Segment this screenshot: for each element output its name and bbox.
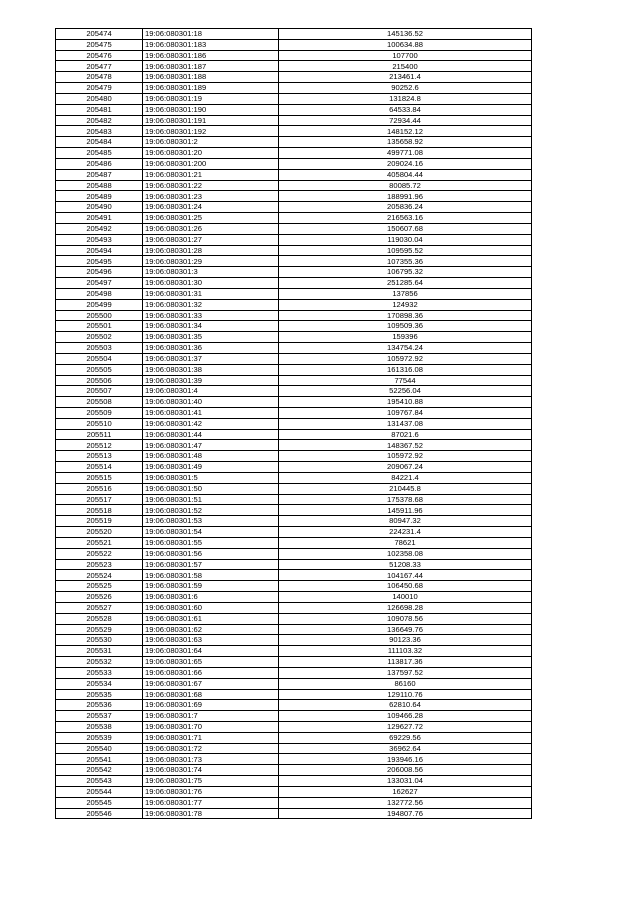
table-row	[56, 386, 532, 397]
value-cell: 206008.56	[279, 765, 532, 776]
cadastral-number-cell: 19:06:080301:190	[143, 104, 279, 115]
row-id-cell: 205501	[56, 321, 143, 332]
cadastral-number-cell: 19:06:080301:23	[143, 191, 279, 202]
cadastral-number-cell: 19:06:080301:25	[143, 213, 279, 224]
cadastral-number-cell: 19:06:080301:200	[143, 158, 279, 169]
cadastral-number-cell: 19:06:080301:183	[143, 39, 279, 50]
value-cell: 113817.36	[279, 657, 532, 668]
row-id-cell: 205541	[56, 754, 143, 765]
cadastral-number-cell: 19:06:080301:7	[143, 711, 279, 722]
value-cell: 145136.52	[279, 29, 532, 40]
value-cell: 188991.96	[279, 191, 532, 202]
cadastral-number-cell: 19:06:080301:34	[143, 321, 279, 332]
row-id-cell: 205487	[56, 169, 143, 180]
value-cell: 109595.52	[279, 245, 532, 256]
value-cell: 90252.6	[279, 83, 532, 94]
table-row	[56, 472, 532, 483]
cadastral-number-cell: 19:06:080301:67	[143, 678, 279, 689]
table-row	[56, 797, 532, 808]
cadastral-number-cell: 19:06:080301:77	[143, 797, 279, 808]
row-id-cell: 205525	[56, 581, 143, 592]
table-row	[56, 559, 532, 570]
row-id-cell: 205533	[56, 667, 143, 678]
row-id-cell: 205479	[56, 83, 143, 94]
value-cell: 140010	[279, 592, 532, 603]
row-id-cell: 205474	[56, 29, 143, 40]
table-row	[56, 429, 532, 440]
row-id-cell: 205500	[56, 310, 143, 321]
value-cell: 72934.44	[279, 115, 532, 126]
table-row	[56, 245, 532, 256]
cadastral-number-cell: 19:06:080301:51	[143, 494, 279, 505]
value-cell: 36962.64	[279, 743, 532, 754]
table-row	[56, 732, 532, 743]
cadastral-number-cell: 19:06:080301:187	[143, 61, 279, 72]
cadastral-number-cell: 19:06:080301:189	[143, 83, 279, 94]
row-id-cell: 205534	[56, 678, 143, 689]
table-row	[56, 104, 532, 115]
cadastral-number-cell: 19:06:080301:59	[143, 581, 279, 592]
value-cell: 105972.92	[279, 451, 532, 462]
row-id-cell: 205512	[56, 440, 143, 451]
row-id-cell: 205502	[56, 332, 143, 343]
cadastral-number-cell: 19:06:080301:28	[143, 245, 279, 256]
value-cell: 80947.32	[279, 516, 532, 527]
value-cell: 78621	[279, 537, 532, 548]
value-cell: 84221.4	[279, 472, 532, 483]
table-row	[56, 527, 532, 538]
cadastral-number-cell: 19:06:080301:35	[143, 332, 279, 343]
row-id-cell: 205521	[56, 537, 143, 548]
table-row	[56, 722, 532, 733]
cadastral-number-cell: 19:06:080301:69	[143, 700, 279, 711]
cadastral-number-cell: 19:06:080301:33	[143, 310, 279, 321]
table-row	[56, 581, 532, 592]
cadastral-number-cell: 19:06:080301:60	[143, 602, 279, 613]
value-cell: 159396	[279, 332, 532, 343]
cadastral-number-cell: 19:06:080301:26	[143, 223, 279, 234]
table-row	[56, 332, 532, 343]
cadastral-number-cell: 19:06:080301:52	[143, 505, 279, 516]
cadastral-number-cell: 19:06:080301:40	[143, 397, 279, 408]
table-row	[56, 505, 532, 516]
row-id-cell: 205504	[56, 353, 143, 364]
row-id-cell: 205531	[56, 646, 143, 657]
value-cell: 87021.6	[279, 429, 532, 440]
row-id-cell: 205524	[56, 570, 143, 581]
value-cell: 162627	[279, 786, 532, 797]
cadastral-number-cell: 19:06:080301:61	[143, 613, 279, 624]
value-cell: 148152.12	[279, 126, 532, 137]
cadastral-number-cell: 19:06:080301:48	[143, 451, 279, 462]
row-id-cell: 205486	[56, 158, 143, 169]
data-table-body	[56, 29, 532, 819]
cadastral-number-cell: 19:06:080301:2	[143, 137, 279, 148]
cadastral-number-cell: 19:06:080301:31	[143, 288, 279, 299]
cadastral-number-cell: 19:06:080301:42	[143, 418, 279, 429]
row-id-cell: 205530	[56, 635, 143, 646]
value-cell: 145911.96	[279, 505, 532, 516]
table-row	[56, 657, 532, 668]
row-id-cell: 205544	[56, 786, 143, 797]
row-id-cell: 205481	[56, 104, 143, 115]
table-row	[56, 786, 532, 797]
cadastral-number-cell: 19:06:080301:186	[143, 50, 279, 61]
table-row	[56, 711, 532, 722]
value-cell: 132772.56	[279, 797, 532, 808]
cadastral-number-cell: 19:06:080301:39	[143, 375, 279, 386]
row-id-cell: 205475	[56, 39, 143, 50]
row-id-cell: 205497	[56, 278, 143, 289]
value-cell: 216563.16	[279, 213, 532, 224]
row-id-cell: 205492	[56, 223, 143, 234]
value-cell: 209024.16	[279, 158, 532, 169]
value-cell: 175378.68	[279, 494, 532, 505]
value-cell: 134754.24	[279, 343, 532, 354]
row-id-cell: 205532	[56, 657, 143, 668]
value-cell: 195410.88	[279, 397, 532, 408]
value-cell: 90123.36	[279, 635, 532, 646]
cadastral-number-cell: 19:06:080301:78	[143, 808, 279, 819]
cadastral-number-cell: 19:06:080301:54	[143, 527, 279, 538]
cadastral-number-cell: 19:06:080301:49	[143, 462, 279, 473]
value-cell: 161316.08	[279, 364, 532, 375]
table-row	[56, 397, 532, 408]
cadastral-number-cell: 19:06:080301:191	[143, 115, 279, 126]
cadastral-number-cell: 19:06:080301:57	[143, 559, 279, 570]
table-row	[56, 191, 532, 202]
table-row	[56, 169, 532, 180]
value-cell: 133031.04	[279, 776, 532, 787]
cadastral-number-cell: 19:06:080301:76	[143, 786, 279, 797]
row-id-cell: 205516	[56, 483, 143, 494]
value-cell: 52256.04	[279, 386, 532, 397]
value-cell: 136649.76	[279, 624, 532, 635]
value-cell: 499771.08	[279, 148, 532, 159]
table-row	[56, 256, 532, 267]
cadastral-number-cell: 19:06:080301:19	[143, 93, 279, 104]
row-id-cell: 205489	[56, 191, 143, 202]
value-cell: 109078.56	[279, 613, 532, 624]
row-id-cell: 205485	[56, 148, 143, 159]
row-id-cell: 205536	[56, 700, 143, 711]
row-id-cell: 205527	[56, 602, 143, 613]
value-cell: 106450.68	[279, 581, 532, 592]
table-row	[56, 234, 532, 245]
table-row	[56, 126, 532, 137]
table-row	[56, 39, 532, 50]
row-id-cell: 205513	[56, 451, 143, 462]
row-id-cell: 205514	[56, 462, 143, 473]
value-cell: 107700	[279, 50, 532, 61]
row-id-cell: 205515	[56, 472, 143, 483]
table-row	[56, 537, 532, 548]
value-cell: 102358.08	[279, 548, 532, 559]
cadastral-number-cell: 19:06:080301:192	[143, 126, 279, 137]
table-row	[56, 548, 532, 559]
row-id-cell: 205490	[56, 202, 143, 213]
row-id-cell: 205482	[56, 115, 143, 126]
cadastral-number-cell: 19:06:080301:41	[143, 407, 279, 418]
row-id-cell: 205494	[56, 245, 143, 256]
cadastral-number-cell: 19:06:080301:29	[143, 256, 279, 267]
row-id-cell: 205476	[56, 50, 143, 61]
row-id-cell: 205509	[56, 407, 143, 418]
value-cell: 80085.72	[279, 180, 532, 191]
row-id-cell: 205508	[56, 397, 143, 408]
cadastral-number-cell: 19:06:080301:65	[143, 657, 279, 668]
table-row	[56, 83, 532, 94]
value-cell: 148367.52	[279, 440, 532, 451]
table-row	[56, 202, 532, 213]
value-cell: 107355.36	[279, 256, 532, 267]
cadastral-number-cell: 19:06:080301:30	[143, 278, 279, 289]
value-cell: 194807.76	[279, 808, 532, 819]
table-row	[56, 592, 532, 603]
value-cell: 109767.84	[279, 407, 532, 418]
cadastral-number-cell: 19:06:080301:27	[143, 234, 279, 245]
table-row	[56, 213, 532, 224]
cadastral-number-cell: 19:06:080301:72	[143, 743, 279, 754]
value-cell: 135658.92	[279, 137, 532, 148]
row-id-cell: 205491	[56, 213, 143, 224]
row-id-cell: 205510	[56, 418, 143, 429]
table-row	[56, 667, 532, 678]
row-id-cell: 205499	[56, 299, 143, 310]
row-id-cell: 205520	[56, 527, 143, 538]
value-cell: 126698.28	[279, 602, 532, 613]
value-cell: 405804.44	[279, 169, 532, 180]
row-id-cell: 205543	[56, 776, 143, 787]
table-row	[56, 765, 532, 776]
table-row	[56, 700, 532, 711]
table-row	[56, 310, 532, 321]
cadastral-number-cell: 19:06:080301:37	[143, 353, 279, 364]
cadastral-number-cell: 19:06:080301:6	[143, 592, 279, 603]
value-cell: 137856	[279, 288, 532, 299]
value-cell: 131437.08	[279, 418, 532, 429]
cadastral-number-cell: 19:06:080301:21	[143, 169, 279, 180]
cadastral-number-cell: 19:06:080301:73	[143, 754, 279, 765]
cadastral-number-cell: 19:06:080301:50	[143, 483, 279, 494]
value-cell: 111103.32	[279, 646, 532, 657]
table-row	[56, 516, 532, 527]
cadastral-number-cell: 19:06:080301:24	[143, 202, 279, 213]
row-id-cell: 205496	[56, 267, 143, 278]
cadastral-number-cell: 19:06:080301:64	[143, 646, 279, 657]
row-id-cell: 205540	[56, 743, 143, 754]
table-row	[56, 570, 532, 581]
table-row	[56, 808, 532, 819]
table-row	[56, 689, 532, 700]
table-row	[56, 776, 532, 787]
row-id-cell: 205503	[56, 343, 143, 354]
value-cell: 69229.56	[279, 732, 532, 743]
row-id-cell: 205546	[56, 808, 143, 819]
table-row	[56, 451, 532, 462]
row-id-cell: 205493	[56, 234, 143, 245]
row-id-cell: 205522	[56, 548, 143, 559]
table-row	[56, 148, 532, 159]
row-id-cell: 205478	[56, 72, 143, 83]
value-cell: 150607.68	[279, 223, 532, 234]
table-row	[56, 494, 532, 505]
row-id-cell: 205519	[56, 516, 143, 527]
row-id-cell: 205528	[56, 613, 143, 624]
cadastral-number-cell: 19:06:080301:3	[143, 267, 279, 278]
value-cell: 109466.28	[279, 711, 532, 722]
table-row	[56, 321, 532, 332]
table-row	[56, 343, 532, 354]
cadastral-number-cell: 19:06:080301:188	[143, 72, 279, 83]
row-id-cell: 205545	[56, 797, 143, 808]
value-cell: 209067.24	[279, 462, 532, 473]
table-row	[56, 158, 532, 169]
value-cell: 124932	[279, 299, 532, 310]
table-row	[56, 288, 532, 299]
table-row	[56, 462, 532, 473]
table-row	[56, 646, 532, 657]
cadastral-number-cell: 19:06:080301:63	[143, 635, 279, 646]
table-row	[56, 678, 532, 689]
cadastral-number-cell: 19:06:080301:74	[143, 765, 279, 776]
table-row	[56, 483, 532, 494]
value-cell: 51208.33	[279, 559, 532, 570]
value-cell: 137597.52	[279, 667, 532, 678]
row-id-cell: 205537	[56, 711, 143, 722]
row-id-cell: 205529	[56, 624, 143, 635]
table-row	[56, 180, 532, 191]
row-id-cell: 205526	[56, 592, 143, 603]
table-row	[56, 613, 532, 624]
value-cell: 224231.4	[279, 527, 532, 538]
row-id-cell: 205511	[56, 429, 143, 440]
row-id-cell: 205480	[56, 93, 143, 104]
value-cell: 193946.16	[279, 754, 532, 765]
table-row	[56, 624, 532, 635]
value-cell: 106795.32	[279, 267, 532, 278]
table-row	[56, 364, 532, 375]
value-cell: 104167.44	[279, 570, 532, 581]
row-id-cell: 205477	[56, 61, 143, 72]
row-id-cell: 205498	[56, 288, 143, 299]
table-row	[56, 278, 532, 289]
table-row	[56, 440, 532, 451]
cadastral-number-cell: 19:06:080301:70	[143, 722, 279, 733]
value-cell: 62810.64	[279, 700, 532, 711]
table-row	[56, 267, 532, 278]
row-id-cell: 205505	[56, 364, 143, 375]
value-cell: 129110.76	[279, 689, 532, 700]
data-table	[55, 28, 532, 819]
value-cell: 86160	[279, 678, 532, 689]
value-cell: 205836.24	[279, 202, 532, 213]
cadastral-number-cell: 19:06:080301:18	[143, 29, 279, 40]
cadastral-number-cell: 19:06:080301:55	[143, 537, 279, 548]
value-cell: 64533.84	[279, 104, 532, 115]
table-row	[56, 29, 532, 40]
table-row	[56, 375, 532, 386]
value-cell: 77544	[279, 375, 532, 386]
value-cell: 100634.88	[279, 39, 532, 50]
row-id-cell: 205488	[56, 180, 143, 191]
value-cell: 251285.64	[279, 278, 532, 289]
cadastral-number-cell: 19:06:080301:68	[143, 689, 279, 700]
cadastral-number-cell: 19:06:080301:58	[143, 570, 279, 581]
table-row	[56, 50, 532, 61]
cadastral-number-cell: 19:06:080301:56	[143, 548, 279, 559]
row-id-cell: 205483	[56, 126, 143, 137]
cadastral-number-cell: 19:06:080301:47	[143, 440, 279, 451]
cadastral-number-cell: 19:06:080301:38	[143, 364, 279, 375]
cadastral-number-cell: 19:06:080301:32	[143, 299, 279, 310]
row-id-cell: 205518	[56, 505, 143, 516]
table-row	[56, 602, 532, 613]
table-row	[56, 418, 532, 429]
row-id-cell: 205523	[56, 559, 143, 570]
cadastral-number-cell: 19:06:080301:53	[143, 516, 279, 527]
table-row	[56, 72, 532, 83]
table-row	[56, 223, 532, 234]
cadastral-number-cell: 19:06:080301:71	[143, 732, 279, 743]
cadastral-number-cell: 19:06:080301:5	[143, 472, 279, 483]
table-row	[56, 407, 532, 418]
table-row	[56, 137, 532, 148]
row-id-cell: 205539	[56, 732, 143, 743]
value-cell: 131824.8	[279, 93, 532, 104]
cadastral-number-cell: 19:06:080301:22	[143, 180, 279, 191]
value-cell: 170898.36	[279, 310, 532, 321]
table-row	[56, 299, 532, 310]
row-id-cell: 205495	[56, 256, 143, 267]
table-row	[56, 61, 532, 72]
value-cell: 215400	[279, 61, 532, 72]
table-row	[56, 93, 532, 104]
table-row	[56, 743, 532, 754]
cadastral-number-cell: 19:06:080301:36	[143, 343, 279, 354]
value-cell: 129627.72	[279, 722, 532, 733]
cadastral-number-cell: 19:06:080301:66	[143, 667, 279, 678]
value-cell: 109509.36	[279, 321, 532, 332]
row-id-cell: 205484	[56, 137, 143, 148]
row-id-cell: 205507	[56, 386, 143, 397]
row-id-cell: 205535	[56, 689, 143, 700]
table-row	[56, 754, 532, 765]
table-row	[56, 353, 532, 364]
cadastral-number-cell: 19:06:080301:4	[143, 386, 279, 397]
cadastral-number-cell: 19:06:080301:75	[143, 776, 279, 787]
value-cell: 105972.92	[279, 353, 532, 364]
row-id-cell: 205506	[56, 375, 143, 386]
cadastral-number-cell: 19:06:080301:44	[143, 429, 279, 440]
value-cell: 213461.4	[279, 72, 532, 83]
row-id-cell: 205517	[56, 494, 143, 505]
row-id-cell: 205542	[56, 765, 143, 776]
table-row	[56, 115, 532, 126]
row-id-cell: 205538	[56, 722, 143, 733]
value-cell: 119030.04	[279, 234, 532, 245]
table-row	[56, 635, 532, 646]
cadastral-number-cell: 19:06:080301:20	[143, 148, 279, 159]
value-cell: 210445.8	[279, 483, 532, 494]
cadastral-number-cell: 19:06:080301:62	[143, 624, 279, 635]
